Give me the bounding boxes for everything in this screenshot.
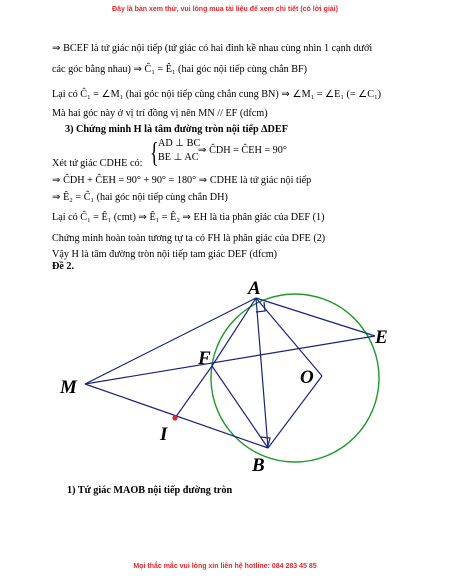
preview-header: Đây là bản xem thử, vui lòng mua tài liệu để xem chi tiết (có lời giải)	[112, 6, 338, 13]
text-line-1: ⇒ BCEF là tứ giác nội tiếp (tứ giác có hai đỉnh kề nhau cùng nhìn 1 cạnh dưới	[52, 43, 373, 54]
segment-bo	[268, 376, 322, 448]
label-b: B	[252, 455, 265, 476]
text-line-xet: Xét tứ giác CDHE có:	[52, 158, 143, 169]
segment-ae	[256, 298, 375, 336]
segment-fb	[212, 366, 268, 448]
label-i: I	[160, 424, 168, 445]
problem-title: Đề 2.	[52, 261, 75, 272]
text-line-10: Vậy H là tâm đường tròn nội tiếp tam giác DEF (dfcm)	[52, 249, 278, 260]
hotline-footer: Mọi thắc mắc vui lòng xin liên hệ hotline: 084 283 45 85	[133, 563, 317, 570]
text-line-2: các góc bằng nhau) ⇒ Ĉ₁ = Ê₁ (hai góc nội tiếp cùng chắn BF)	[52, 64, 308, 75]
segment-ao	[256, 298, 322, 376]
text-line-7: ⇒ Ê₂ = Ĉ₁ (hai góc nội tiếp cùng chắn DH)	[52, 192, 228, 203]
text-line-4: Mà hai góc này ở vị trí đồng vị nên MN // EF (dfcm)	[52, 108, 268, 119]
text-line-6: ⇒ ĈDH + ĈEH = 90° + 90° = 180° ⇒ CDHE là tứ giác nội tiếp	[52, 175, 312, 186]
text-line-8: Lại có Ĉ₁ = Ê₁ (cmt) ⇒ Ê₁ = Ê₂ ⇒ EH là tia phân giác của DEF (1)	[52, 212, 325, 223]
segment-me	[85, 336, 375, 384]
question-1: 1) Tứ giác MAOB nội tiếp đường tròn	[67, 485, 233, 496]
section-heading-3: 3) Chứng minh H là tâm đường tròn nội tiếp ΔDEF	[65, 124, 288, 135]
text-line-9: Chứng minh hoàn toàn tương tự ta có FH là phân giác của DFE (2)	[52, 233, 326, 244]
segment-ab	[256, 298, 268, 448]
label-a: A	[248, 278, 261, 299]
text-line-3: Lại có Ĉ₁ = ∠M₁ (hai góc nội tiếp cùng chắn cung BN) ⇒ ∠M₁ = ∠E₁ (= ∠C₁)	[52, 89, 382, 100]
label-m: M	[60, 377, 77, 398]
label-f: F	[198, 348, 211, 369]
segment-af	[212, 298, 256, 366]
segment-ma	[85, 298, 256, 384]
system-eq-1: AD ⊥ BC	[158, 138, 201, 149]
system-eq-2: BE ⊥ AC	[158, 152, 199, 163]
label-o: O	[300, 367, 314, 388]
point-i	[172, 415, 177, 420]
system-result: ⇒ ĈDH = ĈEH = 90°	[198, 145, 287, 156]
segment-fi	[175, 366, 212, 418]
system-brace: {	[150, 136, 159, 169]
label-e: E	[375, 327, 388, 348]
